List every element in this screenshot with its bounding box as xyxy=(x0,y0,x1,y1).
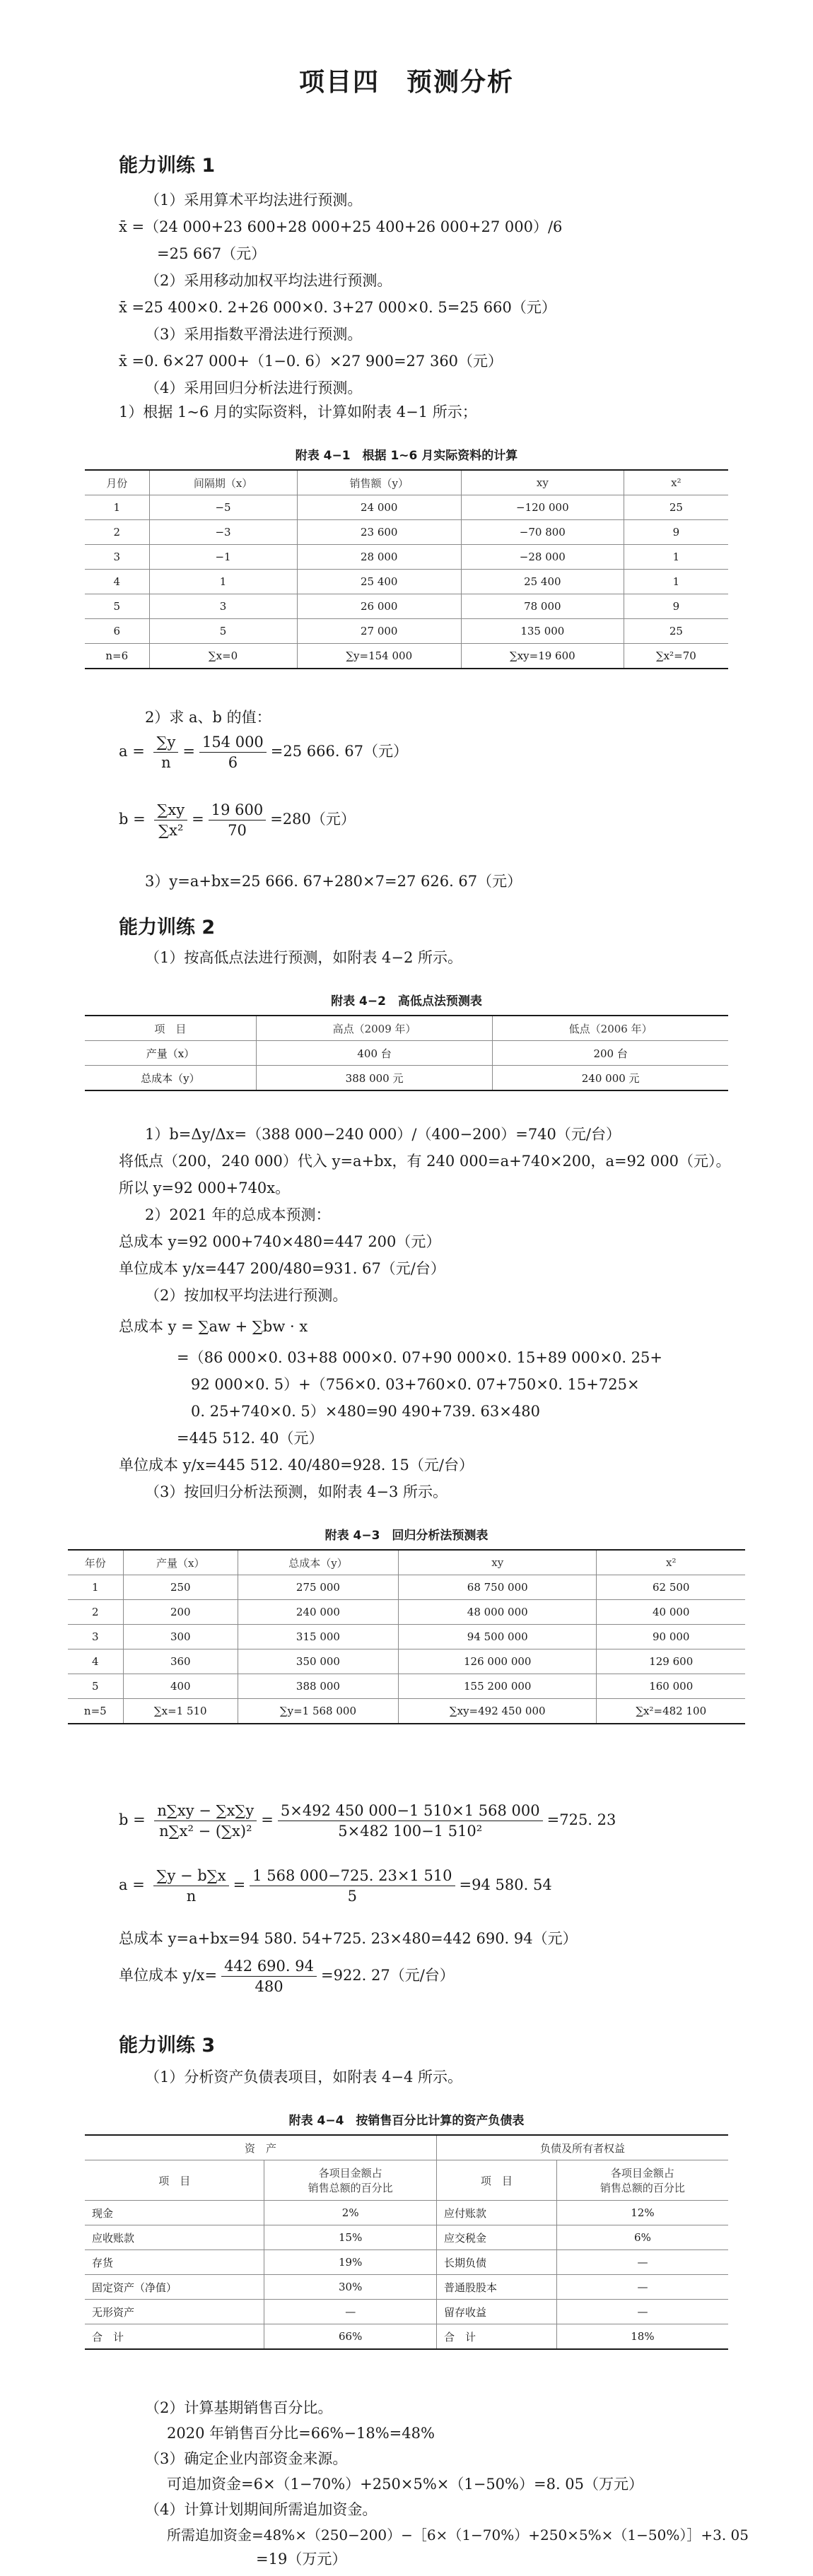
denominator: 480 xyxy=(255,1978,283,1995)
page-title: 项目四 预测分析 xyxy=(298,68,514,97)
table-cell: — xyxy=(556,2300,728,2324)
table-cell: 160 000 xyxy=(597,1674,745,1699)
table-cell: 315 000 xyxy=(238,1625,398,1649)
text-line: 1）根据 1~6 月的实际资料，计算如附表 4−1 所示； xyxy=(119,404,477,420)
formula-a: a = $\frac{\sum y}{n}$ = $\frac{154 000}{6}$ =25 666. 67（元） xyxy=(119,734,408,771)
table-cell: 3 xyxy=(68,1625,123,1649)
table-header-cell: 销售额（y） xyxy=(297,470,461,495)
text-line: 将低点（200，240 000）代入 y=a+bx，有 240 000=a+740×200，a=92 000（元）。 xyxy=(119,1153,731,1170)
table-cell: 产量（x） xyxy=(85,1041,256,1066)
formula-line: 0. 25+740×0. 5）×480=90 490+739. 63×480 xyxy=(191,1403,540,1420)
section-heading-3: 能力训练 3 xyxy=(119,2035,216,2057)
table-header-cell: xy xyxy=(398,1550,597,1575)
table-cell: 24 000 xyxy=(297,495,461,520)
table-header-cell: xy xyxy=(461,470,624,495)
table-row xyxy=(85,2275,728,2300)
formula-line: =445 512. 40（元） xyxy=(177,1430,324,1447)
table-cell: 360 xyxy=(123,1649,238,1674)
table-row xyxy=(85,1041,728,1066)
formula-line: x̄ =25 400×0. 2+26 000×0. 3+27 000×0. 5=25 660（元） xyxy=(119,299,556,316)
table-row xyxy=(85,495,728,520)
formula-line: =（86 000×0. 03+88 000×0. 07+90 000×0. 15+89 000×0. 25+ xyxy=(177,1349,663,1366)
table-cell: 126 000 000 xyxy=(398,1649,597,1674)
formula-line: 总成本 y = ∑aw + ∑bw · x xyxy=(119,1318,308,1335)
table-cell: 1 xyxy=(149,570,297,594)
fraction xyxy=(278,1801,543,1841)
table-cell: 135 000 xyxy=(461,619,624,644)
data-table-4-4 xyxy=(85,2134,728,2350)
table-cell: 155 200 000 xyxy=(398,1674,597,1699)
table-cell: 1 xyxy=(68,1575,123,1600)
numerator: 19 600 xyxy=(209,800,266,821)
table-cell: −3 xyxy=(149,520,297,545)
table-cell: ∑x=0 xyxy=(149,644,297,669)
numerator: 442 690. 94 xyxy=(221,1956,317,1977)
table-cell: −28 000 xyxy=(461,545,624,570)
table-header-cell: x² xyxy=(597,1550,745,1575)
fraction xyxy=(154,800,187,840)
formula-line: 2020 年销售百分比=66%−18%=48% xyxy=(167,2425,435,2442)
fraction xyxy=(250,1866,455,1906)
table-cell: 19% xyxy=(264,2250,437,2275)
table-cell: 存货 xyxy=(85,2250,264,2275)
table-cell: 25 400 xyxy=(297,570,461,594)
table-row xyxy=(85,644,728,669)
table-row xyxy=(85,2300,728,2324)
table-row xyxy=(85,545,728,570)
fraction xyxy=(209,800,266,840)
denominator: n∑x² − (∑x)² xyxy=(159,1823,252,1840)
formula-b: b = $\frac{\sum xy}{\text{∑x²}}$ = $\frac{19 600}{70}$ =280（元） xyxy=(119,801,356,839)
table-cell: 275 000 xyxy=(238,1575,398,1600)
section-heading-1: 能力训练 1 xyxy=(119,155,216,177)
table-cell: −1 xyxy=(149,545,297,570)
text-line: （4）计算计划期间所需追加资金。 xyxy=(145,2501,378,2518)
table-cell: 合 计 xyxy=(85,2324,264,2350)
table-cell: 4 xyxy=(85,570,149,594)
table-header-row xyxy=(85,1016,728,1041)
table-group-header: 负债及所有者权益 xyxy=(436,2135,728,2160)
formula-result: =94 580. 54 xyxy=(459,1876,552,1893)
table-cell: 18% xyxy=(556,2324,728,2350)
table-cell: 应付账款 xyxy=(436,2201,556,2225)
table-cell: 1 xyxy=(624,570,728,594)
denominator: n xyxy=(161,754,171,771)
table-cell: −70 800 xyxy=(461,520,624,545)
table-group-header: 资 产 xyxy=(85,2135,436,2160)
table-cell: 应收账款 xyxy=(85,2225,264,2250)
table-cell: 2 xyxy=(68,1600,123,1625)
table-row xyxy=(85,594,728,619)
table-cell: 200 xyxy=(123,1600,238,1625)
table-cell: 5 xyxy=(68,1674,123,1699)
formula-line: 92 000×0. 5）+（756×0. 03+760×0. 07+750×0. 15+725× xyxy=(191,1376,640,1393)
table-caption: 附表 4−3 回归分析法预测表 xyxy=(324,1529,489,1543)
table-cell: ∑x=1 510 xyxy=(123,1699,238,1724)
table-header-cell: 项 目 xyxy=(436,2160,556,2201)
table-cell: 固定资产（净值） xyxy=(85,2275,264,2300)
formula-line: 1）b=Δy/Δx=（388 000−240 000）/（400−200）=740（元/台） xyxy=(145,1126,621,1143)
table-row xyxy=(85,2225,728,2250)
table-header-row xyxy=(68,1550,745,1575)
table-cell: 1 xyxy=(85,495,149,520)
text-line: （1）分析资产负债表项目，如附表 4−4 所示。 xyxy=(145,2069,463,2086)
table-header-cell: 间隔期（x） xyxy=(149,470,297,495)
table-cell: ∑x²=70 xyxy=(624,644,728,669)
table-cell: 5 xyxy=(149,619,297,644)
table-cell: 9 xyxy=(624,594,728,619)
table-row xyxy=(85,2201,728,2225)
table-cell: 62 500 xyxy=(597,1575,745,1600)
table-cell: 27 000 xyxy=(297,619,461,644)
table-cell: 长期负债 xyxy=(436,2250,556,2275)
table-row xyxy=(68,1649,745,1674)
table-header-cell: 低点（2006 年） xyxy=(493,1016,728,1041)
formula-result: =725. 23 xyxy=(546,1811,616,1828)
table-row xyxy=(68,1674,745,1699)
table-header-cell: 各项目金额占 销售总额的百分比 xyxy=(264,2160,437,2201)
table-cell: 388 000 xyxy=(238,1674,398,1699)
table-cell: ∑y=1 568 000 xyxy=(238,1699,398,1724)
formula-line: =25 667（元） xyxy=(157,245,267,262)
data-table-4-3 xyxy=(68,1549,745,1724)
formula-line: 单位成本 y/x=447 200/480=931. 67（元/台） xyxy=(119,1260,445,1277)
table-cell: 94 500 000 xyxy=(398,1625,597,1649)
table-header-cell: 年份 xyxy=(68,1550,123,1575)
table-cell: 30% xyxy=(264,2275,437,2300)
text-line: （4）采用回归分析法进行预测。 xyxy=(145,380,363,396)
text-line: （3）采用指数平滑法进行预测。 xyxy=(145,326,363,343)
table-cell: 23 600 xyxy=(297,520,461,545)
formula-lhs: b = xyxy=(119,811,146,828)
denominator: 5×482 100−1 510² xyxy=(338,1823,483,1840)
table-cell: 78 000 xyxy=(461,594,624,619)
table-row xyxy=(68,1699,745,1724)
denominator: 5 xyxy=(347,1888,358,1905)
table-cell: 4 xyxy=(68,1649,123,1674)
table-cell: 400 xyxy=(123,1674,238,1699)
table-header-row xyxy=(85,470,728,495)
numerator: ∑xy xyxy=(154,800,187,821)
denominator: ∑x² xyxy=(158,822,184,839)
table-cell: 40 000 xyxy=(597,1600,745,1625)
denominator: n xyxy=(186,1888,197,1905)
table-cell: 现金 xyxy=(85,2201,264,2225)
table-cell: 350 000 xyxy=(238,1649,398,1674)
formula-line: x̄ =0. 6×27 000+（1−0. 6）×27 900=27 360（元） xyxy=(119,353,503,370)
table-cell: ∑xy=19 600 xyxy=(461,644,624,669)
table-header-cell: 项 目 xyxy=(85,2160,264,2201)
table-cell: 68 750 000 xyxy=(398,1575,597,1600)
formula-line: =19（万元） xyxy=(256,2551,347,2568)
numerator: 154 000 xyxy=(199,732,267,753)
formula-line: x̄ =（24 000+23 600+28 000+25 400+26 000+27 000）/6 xyxy=(119,218,563,235)
table-group-row xyxy=(85,2135,728,2160)
text-line: （3）按回归分析法预测，如附表 4−3 所示。 xyxy=(145,1483,448,1500)
formula-lhs: b = xyxy=(119,1811,146,1828)
table-header-cell: 产量（x） xyxy=(123,1550,238,1575)
text-line: （1）按高低点法进行预测，如附表 4−2 所示。 xyxy=(145,949,463,966)
table-cell: — xyxy=(556,2250,728,2275)
table-cell: ∑y=154 000 xyxy=(297,644,461,669)
text-line: （2）计算基期销售百分比。 xyxy=(145,2399,333,2416)
table-cell: 250 xyxy=(123,1575,238,1600)
table-cell: 9 xyxy=(624,520,728,545)
data-table-4-2 xyxy=(85,1015,728,1091)
table-cell: 15% xyxy=(264,2225,437,2250)
table-cell: ∑xy=492 450 000 xyxy=(398,1699,597,1724)
table-row xyxy=(85,619,728,644)
table-cell: 3 xyxy=(149,594,297,619)
table-cell: 300 xyxy=(123,1625,238,1649)
section-heading-2: 能力训练 2 xyxy=(119,917,216,939)
table-cell: −5 xyxy=(149,495,297,520)
text-line: （1）采用算术平均法进行预测。 xyxy=(145,192,363,208)
table-cell: 6 xyxy=(85,619,149,644)
table-cell: 留存收益 xyxy=(436,2300,556,2324)
table-cell: — xyxy=(556,2275,728,2300)
data-table-4-1 xyxy=(85,469,728,669)
table-cell: 应交税金 xyxy=(436,2225,556,2250)
table-cell: 无形资产 xyxy=(85,2300,264,2324)
fraction xyxy=(221,1956,317,1996)
formula-result: =922. 27（元/台） xyxy=(320,1967,455,1984)
table-cell: n=5 xyxy=(68,1699,123,1724)
fraction xyxy=(154,1801,257,1841)
formula-a-regression: a = $\frac{\sum y - b\sum x}{n}$ = $\frac{1 568 000-725. 23\times 1 510}{5}$ =94 580. 54 xyxy=(119,1867,552,1905)
table-header-cell: 高点（2009 年） xyxy=(256,1016,492,1041)
table-cell: 28 000 xyxy=(297,545,461,570)
table-cell: 3 xyxy=(85,545,149,570)
table-cell: n=6 xyxy=(85,644,149,669)
table-cell: 388 000 元 xyxy=(256,1066,492,1091)
formula-line: 所需追加资金=48%×（250−200）−［6×（1−70%）+250×5%×（1−50%）］+3. 05 xyxy=(167,2527,749,2543)
text-line: （3）确定企业内部资金来源。 xyxy=(145,2450,348,2467)
table-header-cell: 项 目 xyxy=(85,1016,256,1041)
table-header-cell: 总成本（y） xyxy=(238,1550,398,1575)
formula-lhs: a = xyxy=(119,743,145,760)
numerator: 1 568 000−725. 23×1 510 xyxy=(250,1866,455,1886)
table-cell: 2 xyxy=(85,520,149,545)
table-row xyxy=(68,1625,745,1649)
table-header-cell: 各项目金额占 销售总额的百分比 xyxy=(556,2160,728,2201)
text-line: （2）采用移动加权平均法进行预测。 xyxy=(145,272,392,289)
formula-line: 总成本 y=92 000+740×480=447 200（元） xyxy=(119,1233,441,1250)
formula-result: =280（元） xyxy=(270,811,356,828)
denominator: 70 xyxy=(228,822,247,839)
formula-lhs: 单位成本 y/x= xyxy=(119,1967,218,1984)
table-header-cell: x² xyxy=(624,470,728,495)
table-cell: 26 000 xyxy=(297,594,461,619)
table-cell: 合 计 xyxy=(436,2324,556,2350)
table-cell: 5 xyxy=(85,594,149,619)
table-cell: 90 000 xyxy=(597,1625,745,1649)
table-cell: 400 台 xyxy=(256,1041,492,1066)
formula-unit-cost xyxy=(119,1956,455,1996)
table-row xyxy=(68,1575,745,1600)
denominator: 6 xyxy=(228,754,238,771)
formula-line: 可追加资金=6×（1−70%）+250×5%×（1−50%）=8. 05（万元） xyxy=(167,2476,644,2493)
numerator: ∑y − b∑x xyxy=(153,1866,228,1886)
numerator: 5×492 450 000−1 510×1 568 000 xyxy=(278,1801,543,1821)
table-cell: 25 xyxy=(624,495,728,520)
text-line: 3）y=a+bx=25 666. 67+280×7=27 626. 67（元） xyxy=(145,873,522,890)
formula-result: =25 666. 67（元） xyxy=(270,743,408,760)
table-cell: 25 xyxy=(624,619,728,644)
table-cell: 129 600 xyxy=(597,1649,745,1674)
table-cell: 6% xyxy=(556,2225,728,2250)
text-line: 2）求 a、b 的值： xyxy=(145,709,271,726)
table-cell: −120 000 xyxy=(461,495,624,520)
formula-line: 总成本 y=a+bx=94 580. 54+725. 23×480=442 690. 94（元） xyxy=(119,1930,578,1947)
table-caption: 附表 4−1 根据 1~6 月实际资料的计算 xyxy=(295,449,518,463)
formula-lhs: a = xyxy=(119,1876,145,1893)
table-caption: 附表 4−4 按销售百分比计算的资产负债表 xyxy=(288,2114,525,2128)
table-row xyxy=(85,2250,728,2275)
table-row xyxy=(68,1600,745,1625)
table-cell: 240 000 xyxy=(238,1600,398,1625)
table-cell: 1 xyxy=(624,545,728,570)
fraction xyxy=(199,732,267,772)
table-cell: 普通股股本 xyxy=(436,2275,556,2300)
table-cell: 25 400 xyxy=(461,570,624,594)
table-cell: ∑x²=482 100 xyxy=(597,1699,745,1724)
table-cell: — xyxy=(264,2300,437,2324)
table-caption: 附表 4−2 高低点法预测表 xyxy=(331,994,482,1008)
formula-b-regression: b = $\frac{n\sum xy - \sum x\sum y}{\text{n∑x² − (∑x)²}}$ = $\frac{5\times 492 450 000-1 510\times 1 568 000}{\text{5×482 100−1 510²}}$ =725. 23 xyxy=(119,1802,616,1840)
table-row xyxy=(85,520,728,545)
numerator: ∑y xyxy=(153,732,178,753)
fraction xyxy=(153,1866,228,1906)
text-line: （2）按加权平均法进行预测。 xyxy=(145,1287,348,1304)
table-cell: 12% xyxy=(556,2201,728,2225)
table-cell: 240 000 元 xyxy=(493,1066,728,1091)
table-row xyxy=(85,2324,728,2350)
text-line: 2）2021 年的总成本预测： xyxy=(145,1206,331,1223)
table-header-row xyxy=(85,2160,728,2201)
table-header-cell: 月份 xyxy=(85,470,149,495)
table-cell: 2% xyxy=(264,2201,437,2225)
table-cell: 48 000 000 xyxy=(398,1600,597,1625)
table-cell: 200 台 xyxy=(493,1041,728,1066)
table-cell: 66% xyxy=(264,2324,437,2350)
formula-line: 单位成本 y/x=445 512. 40/480=928. 15（元/台） xyxy=(119,1457,474,1474)
fraction xyxy=(153,732,178,772)
text-line: 所以 y=92 000+740x。 xyxy=(119,1180,291,1196)
table-cell: 总成本（y） xyxy=(85,1066,256,1091)
table-row xyxy=(85,570,728,594)
table-row xyxy=(85,1066,728,1091)
numerator: n∑xy − ∑x∑y xyxy=(154,1801,257,1821)
